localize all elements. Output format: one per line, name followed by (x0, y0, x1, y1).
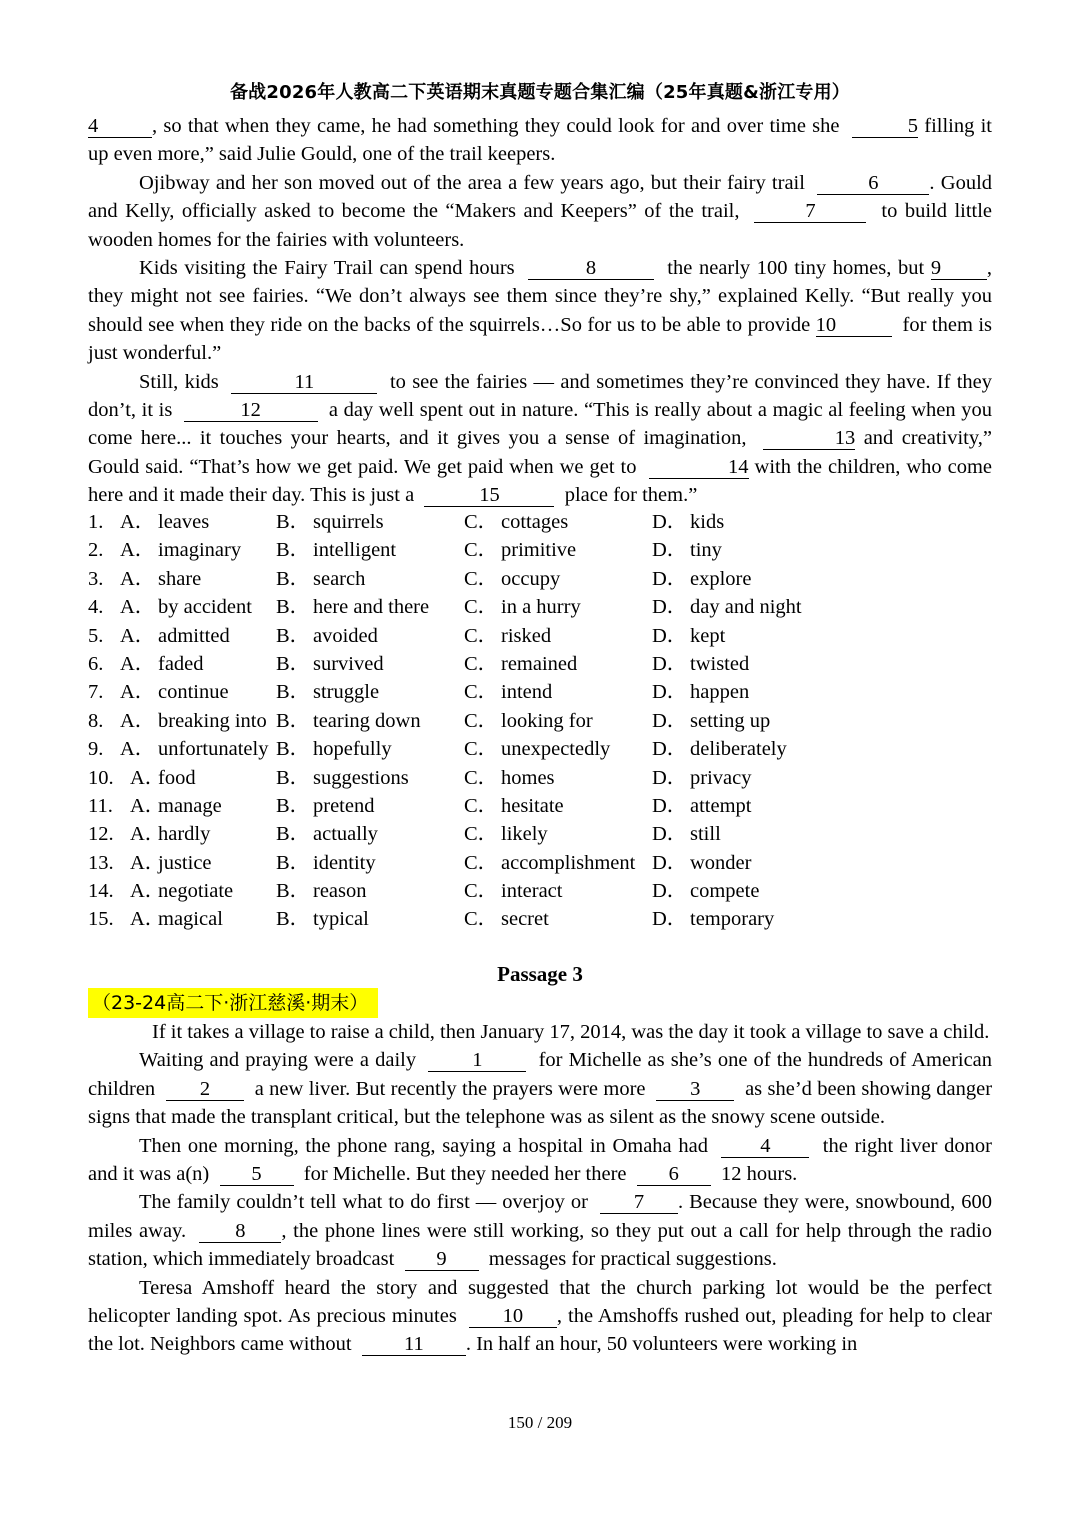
option-a: imaginary (158, 539, 242, 562)
blank: 15 (424, 484, 554, 507)
option-letter: B． (276, 823, 311, 846)
blank: 3 (656, 1078, 734, 1101)
option-letter: A． (120, 681, 156, 704)
blank: 9 (405, 1248, 479, 1271)
option-b: intelligent (313, 539, 397, 562)
option-letter: C． (464, 567, 499, 590)
passage-2-continued (88, 112, 992, 510)
option-d: privacy (690, 766, 752, 789)
page-number: 150 / 209 (507, 1413, 573, 1432)
question-number: 1. (88, 511, 104, 533)
option-letter: D． (652, 738, 688, 761)
option-row (88, 792, 992, 820)
question-number: 3. (88, 567, 104, 590)
option-b: typical (313, 908, 369, 931)
option-row (88, 735, 992, 763)
option-b: suggestions (313, 766, 409, 789)
option-d: kids (690, 511, 725, 533)
option-letter: C． (464, 624, 499, 647)
blank: 1 (428, 1049, 526, 1072)
blank: 11 (231, 371, 377, 394)
option-row (88, 678, 992, 706)
option-b: struggle (313, 681, 380, 704)
option-c: likely (501, 823, 548, 846)
question-number: 11. (88, 794, 113, 817)
question-number: 15. (88, 908, 114, 931)
option-c: intend (501, 681, 553, 704)
option-c: accomplishment (501, 851, 636, 874)
option-letter: D． (652, 652, 688, 675)
option-d: explore (690, 567, 752, 590)
option-letter: B． (276, 681, 311, 704)
option-d: happen (690, 681, 750, 704)
option-d: attempt (690, 794, 752, 817)
paragraph: 4 , so that when they came, he had something they could look for and over time she 5 filling it up even more,” said Julie Gould, one of the trail keepers. (88, 115, 992, 166)
question-number: 6. (88, 652, 104, 675)
option-c: cottages (501, 511, 569, 533)
blank: 5 (852, 115, 918, 138)
option-c: unexpectedly (501, 738, 611, 761)
option-letter: D． (652, 851, 688, 874)
option-row (88, 622, 992, 650)
option-row (88, 905, 992, 933)
option-letter: B． (276, 709, 311, 732)
option-letter: D． (652, 766, 688, 789)
option-a: magical (158, 908, 223, 931)
option-row (88, 536, 992, 564)
option-b: identity (313, 851, 376, 874)
question-number: 14. (88, 880, 114, 903)
option-d: deliberately (690, 738, 787, 761)
option-d: kept (690, 624, 726, 647)
option-letter: B． (276, 539, 311, 562)
option-letter: C． (464, 652, 499, 675)
option-letter: A． (120, 596, 156, 619)
option-letter: A． (130, 851, 166, 874)
option-letter: A． (130, 880, 166, 903)
option-letter: A． (120, 624, 156, 647)
option-letter: C． (464, 738, 499, 761)
option-d: day and night (690, 596, 802, 619)
option-letter: C． (464, 766, 499, 789)
option-letter: A． (120, 567, 156, 590)
option-c: looking for (501, 709, 593, 732)
option-a: negotiate (158, 880, 234, 903)
option-letter: D． (652, 511, 688, 533)
option-c: in a hurry (501, 596, 581, 619)
option-letter: B． (276, 880, 311, 903)
option-a: unfortunately (158, 738, 269, 761)
option-letter: C． (464, 851, 499, 874)
blank: 10 (816, 314, 892, 337)
blank: 12 (184, 399, 318, 422)
option-row (88, 508, 992, 536)
paragraph: Ojibway and her son moved out of the area a few years ago, but their fairy trail 6 . Gould and Kelly, officially asked to become the “Makers and Keepers” of the trail, 7 to build little wooden homes for the fairies with volunteers. (88, 171, 993, 251)
blank: 6 (637, 1163, 711, 1186)
answer-options (88, 508, 992, 934)
source-label: （23-24高二下·浙江慈溪·期末） (88, 988, 378, 1018)
option-d: wonder (690, 851, 752, 874)
option-d: temporary (690, 908, 775, 931)
option-d: tiny (690, 539, 722, 562)
option-letter: B． (276, 908, 311, 931)
option-letter: B． (276, 794, 311, 817)
option-letter: D． (652, 823, 688, 846)
option-letter: B． (276, 596, 311, 619)
blank: 9 (931, 257, 987, 280)
option-letter: D． (652, 794, 688, 817)
blank: 13 (763, 427, 855, 450)
blank: 7 (754, 200, 866, 223)
option-b: hopefully (313, 738, 392, 761)
question-number: 2. (88, 539, 104, 562)
option-d: setting up (690, 709, 771, 732)
option-c: secret (501, 908, 549, 931)
blank: 5 (220, 1163, 294, 1186)
option-letter: C． (464, 709, 499, 732)
option-d: compete (690, 880, 760, 903)
option-a: breaking into (158, 709, 267, 732)
option-a: faded (158, 652, 204, 675)
question-number: 10. (88, 766, 114, 789)
option-c: homes (501, 766, 555, 789)
blank: 6 (817, 172, 929, 195)
option-letter: B． (276, 511, 311, 533)
option-letter: D． (652, 567, 688, 590)
option-letter: B． (276, 851, 311, 874)
blank: 4 (721, 1135, 809, 1158)
option-row (88, 707, 992, 735)
option-letter: A． (120, 539, 156, 562)
paragraph: Waiting and praying were a daily 1 for Michelle as she’s one of the hundreds of American children 2 a new liver. But recently the prayers were more 3 as she’d been showing danger signs that made the transplant critical, but the telephone was as silent as the snowy scene outside. (88, 1049, 993, 1129)
paragraph: Kids visiting the Fairy Trail can spend hours 8 the nearly 100 tiny homes, but 9 , they might not see fairies. “We don’t always see them since they’re shy,” explained Kelly. “But really you should see when they ride on the backs of the squirrels…So for us to be able to provide 10 for them is just wonderful.” (88, 257, 993, 365)
option-letter: C． (464, 681, 499, 704)
option-letter: A． (120, 511, 156, 533)
option-letter: B． (276, 652, 311, 675)
question-number: 8. (88, 709, 104, 732)
option-c: primitive (501, 539, 577, 562)
option-letter: C． (464, 908, 499, 931)
blank: 14 (649, 456, 749, 479)
option-c: occupy (501, 567, 561, 590)
blank: 10 (469, 1305, 557, 1328)
option-letter: A． (120, 652, 156, 675)
option-b: search (313, 567, 366, 590)
option-b: pretend (313, 794, 375, 817)
option-row (88, 650, 992, 678)
option-letter: B． (276, 624, 311, 647)
option-letter: D． (652, 624, 688, 647)
paragraph: The family couldn’t tell what to do first — overjoy or 7 . Because they were, snowbound, 600 miles away. 8 , the phone lines were still working, so they put out a call for help through the radio station, which immediately broadcast 9 messages for practical suggestions. (88, 1191, 993, 1271)
paragraph: If it takes a village to raise a child, then January 17, 2014, was the day it took a village to save a child. (152, 1021, 990, 1043)
option-a: justice (158, 851, 212, 874)
option-letter: B． (276, 766, 311, 789)
option-c: risked (501, 624, 552, 647)
option-letter: C． (464, 880, 499, 903)
option-b: squirrels (313, 511, 384, 533)
option-letter: A． (130, 794, 166, 817)
blank: 8 (199, 1220, 281, 1243)
blank: 7 (600, 1191, 678, 1214)
option-a: continue (158, 681, 229, 704)
option-letter: D． (652, 596, 688, 619)
option-a: food (158, 766, 196, 789)
option-d: still (690, 823, 721, 846)
option-letter: C． (464, 539, 499, 562)
paragraph: Still, kids 11 to see the fairies — and sometimes they’re convinced they have. If they don’t, it is 12 a day well spent out in nature. “This is really about a magic al feeling when you come here... it touches your hearts, and it gives you a sense of imagination, 13 and creativity,” Gould said. “That’s how we get paid. We get paid when we get to 14 with the children, who come here and it made their day. This is just a 15 place for them.” (88, 370, 993, 507)
option-letter: D． (652, 880, 688, 903)
blank: 8 (528, 257, 654, 280)
option-letter: C． (464, 596, 499, 619)
option-row (88, 565, 992, 593)
question-number: 4. (88, 596, 104, 619)
question-number: 7. (88, 681, 104, 704)
option-row (88, 820, 992, 848)
option-letter: D． (652, 908, 688, 931)
question-number: 5. (88, 624, 104, 647)
option-row (88, 849, 992, 877)
option-b: survived (313, 652, 384, 675)
option-letter: D． (652, 709, 688, 732)
option-a: leaves (158, 511, 210, 533)
blank: 11 (362, 1333, 466, 1356)
option-row (88, 593, 992, 621)
option-letter: C． (464, 794, 499, 817)
option-b: tearing down (313, 709, 421, 732)
option-b: reason (313, 880, 367, 903)
page-header: 备战2026年人教高二下英语期末真题专题合集汇编（25年真题&浙江专用） (229, 82, 851, 103)
question-number: 13. (88, 851, 114, 874)
option-row (88, 764, 992, 792)
option-row (88, 877, 992, 905)
question-number: 12. (88, 823, 114, 846)
option-letter: C． (464, 511, 499, 533)
option-letter: A． (130, 766, 166, 789)
option-letter: B． (276, 567, 311, 590)
question-number: 9. (88, 738, 104, 761)
passage-title: Passage 3 (497, 962, 583, 986)
paragraph: Then one morning, the phone rang, saying a hospital in Omaha had 4 the right liver donor and it was a(n) 5 for Michelle. But they needed her there 6 12 hours. (88, 1134, 993, 1186)
option-b: actually (313, 823, 378, 846)
option-letter: B． (276, 738, 311, 761)
option-b: avoided (313, 624, 378, 647)
option-letter: D． (652, 681, 688, 704)
option-a: admitted (158, 624, 230, 647)
option-a: share (158, 567, 202, 590)
option-a: hardly (158, 823, 211, 846)
option-letter: A． (130, 908, 166, 931)
option-c: interact (501, 880, 563, 903)
option-c: remained (501, 652, 578, 675)
option-a: manage (158, 794, 222, 817)
option-letter: C． (464, 823, 499, 846)
option-a: by accident (158, 596, 252, 619)
option-d: twisted (690, 652, 750, 675)
option-b: here and there (313, 596, 430, 619)
option-letter: A． (120, 709, 156, 732)
option-letter: D． (652, 539, 688, 562)
option-letter: A． (120, 738, 156, 761)
blank: 4 (88, 115, 152, 138)
option-letter: A． (130, 823, 166, 846)
paragraph: Teresa Amshoff heard the story and suggested that the church parking lot would be the perfect helicopter landing spot. As precious minutes 10 , the Amshoffs rushed out, pleading for help to clear the lot. Neighbors came without 11 . In half an hour, 50 volunteers were working in (88, 1276, 993, 1356)
passage-3 (88, 1018, 992, 1359)
blank: 2 (166, 1078, 244, 1101)
option-c: hesitate (501, 794, 564, 817)
